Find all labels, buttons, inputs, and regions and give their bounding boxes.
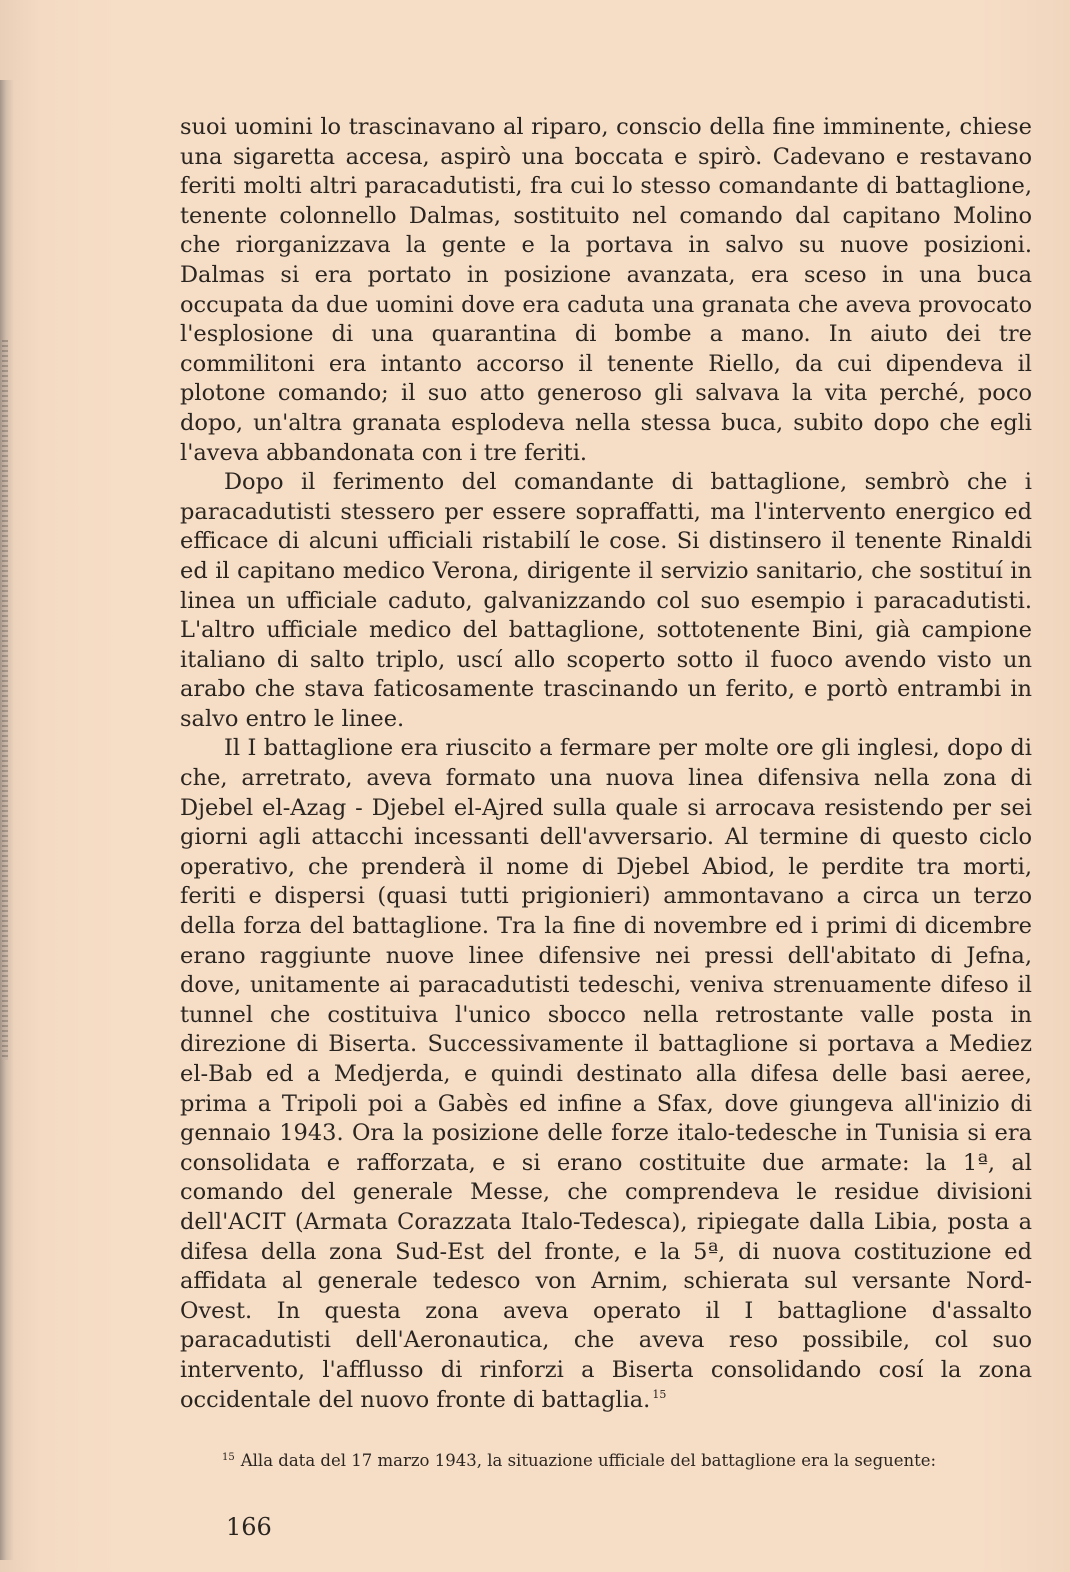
paragraph-3	[180, 734, 1032, 1415]
footnote-reference: 15	[652, 1388, 667, 1402]
body-text	[180, 113, 1032, 1415]
footnote	[222, 1450, 1032, 1472]
page-number: 166	[226, 1513, 272, 1541]
paragraph-2: Dopo il ferimento del comandante di battaglione, sembrò che i paracadutisti stessero per essere sopraffatti, ma l'intervento energico ed efficace di alcuni ufficiali ristabilí le cose. Si distinsero il tenente Rinaldi ed il capitano medico Verona, dirigente il servizio sanitario, che sostituí in linea un ufficiale caduto, galvanizzando col suo esempio i paracadutisti. L'altro ufficiale medico del battaglione, sottotenente Bini, già campione italiano di salto triplo, uscí allo scoperto sotto il fuoco avendo visto un arabo che stava faticosamente trascinando un ferito, e portò entrambi in salvo entro le linee.	[180, 469, 1032, 732]
page-binding-marks	[2, 340, 8, 1060]
paragraph-1: suoi uomini lo trascinavano al riparo, conscio della fine imminente, chiese una sigaretta accesa, aspirò una boccata e spirò. Cadevano e restavano feriti molti altri paracadutisti, fra cui lo stesso comandante di battaglione, tenente colonnello Dalmas, sostituito nel comando dal capitano Molino che riorganizzava la gente e la portava in salvo su nuove posizioni. Dalmas si era portato in posizione avanzata, era sceso in una buca occupata da due uomini dove era caduta una granata che aveva provocato l'esplosione di una quarantina di bombe a mano. In aiuto dei tre commilitoni era intanto accorso il tenente Riello, da cui dipendeva il plotone comando; il suo atto generoso gli salvava la vita perché, poco dopo, un'altra granata esplodeva nella stessa buca, subito dopo che egli l'aveva abbandonata con i tre feriti.	[180, 114, 1032, 466]
footnote-mark: 15	[222, 1451, 235, 1463]
paragraph-3-text: Il I battaglione era riuscito a fermare per molte ore gli inglesi, dopo di che, arretrato, aveva formato una nuova linea difensiva nella zona di Djebel el-Azag - Djebel el-Ajred sulla quale si arrocava resistendo per sei giorni agli attacchi incessanti dell'avversario. Al termine di questo ciclo operativo, che prenderà il nome di Djebel Abiod, le perdite tra morti, feriti e dispersi (quasi tutti prigionieri) ammontavano a circa un terzo della forza del battaglione. Tra la fine di novembre ed i primi di dicembre erano raggiunte nuove linee difensive nei pressi dell'abitato di Jefna, dove, unitamente ai paracadutisti tedeschi, veniva strenuamente difeso il tunnel che costituiva l'unico sbocco nella retrostante valle posta in direzione di Biserta. Successivamente il battaglione si portava a Mediez el-Bab ed a Medjerda, e quindi destinato alla difesa delle basi aeree, prima a Tripoli poi a Gabès ed infine a Sfax, dove giungeva all'inizio di gennaio 1943. Ora la posizione delle forze italo-tedesche in Tunisia si era consolidata e rafforzata, e si erano costituite due armate: la 1ª, al comando del generale Messe, che comprendeva le residue divisioni dell'ACIT (Armata Corazzata Italo-Tedesca), ripiegate dalla Libia, posta a difesa della zona Sud-Est del fronte, e la 5ª, di nuova costituzione ed affidata al generale tedesco von Arnim, schierata sul versante Nord-Ovest. In questa zona aveva operato il I battaglione d'assalto paracadutisti dell'Aeronautica, che aveva reso possibile, col suo intervento, l'afflusso di rinforzi a Biserta consolidando cosí la zona occidentale del nuovo fronte di battaglia.	[180, 735, 1032, 1413]
footnote-text: Alla data del 17 marzo 1943, la situazione ufficiale del battaglione era la seguente:	[240, 1451, 937, 1470]
